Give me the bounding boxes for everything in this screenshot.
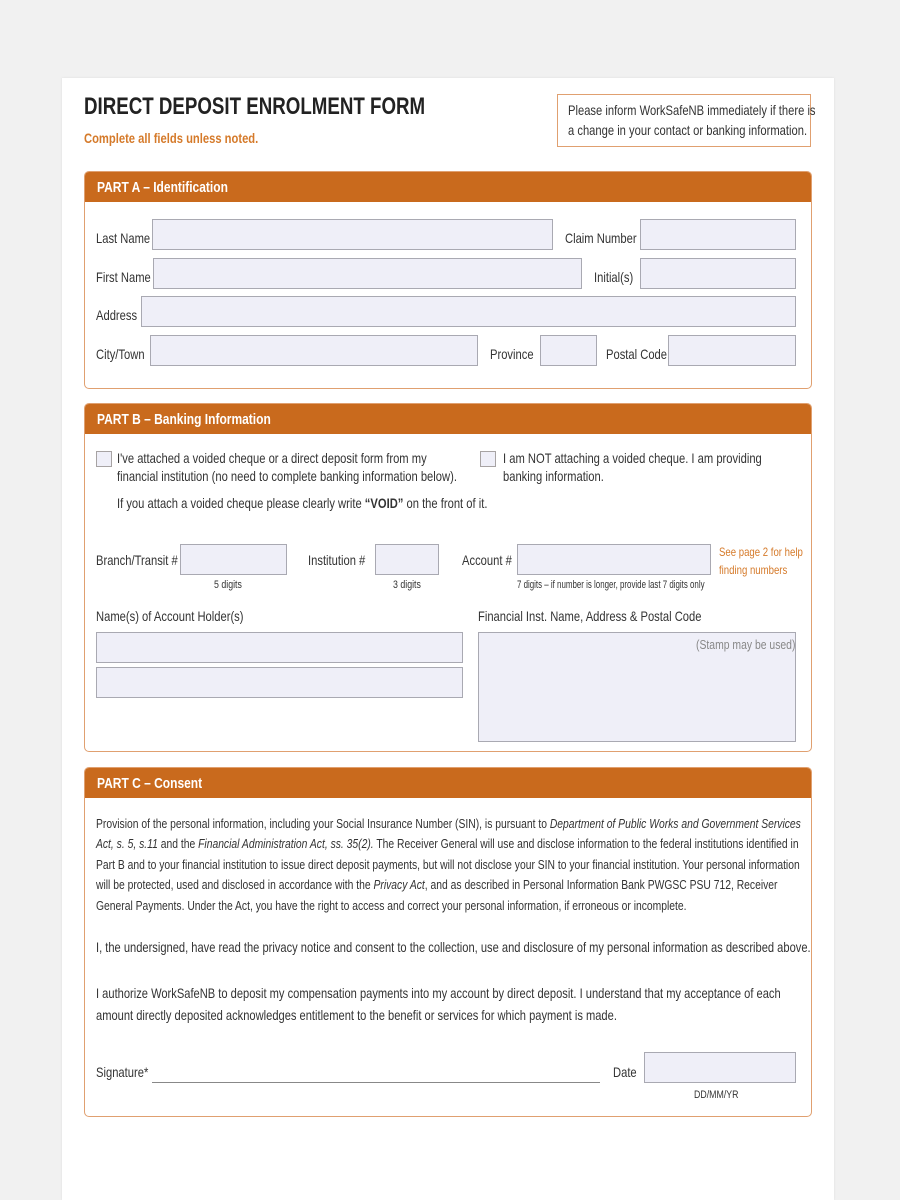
text: Provision of the personal information, including your Social Insurance Number (SIN), is pursuant to (96, 816, 550, 831)
help-link: finding numbers (719, 563, 788, 577)
stamp-note: (Stamp may be used) (696, 637, 796, 652)
first-name-label: First Name (96, 269, 151, 285)
text: , and as described in Personal Information Bank PWGSC PSU 712, Receiver General Payments. Under the Act, you have the right to access and correct your personal information, if erroneous or incomplete. (96, 877, 778, 913)
city-field[interactable] (150, 335, 478, 366)
branch-hint: 5 digits (214, 579, 242, 591)
initials-label: Initial(s) (594, 269, 634, 285)
option2-text: I am NOT attaching a voided cheque. I am providing (503, 450, 762, 466)
notice-line: a change in your contact or banking information. (568, 122, 808, 138)
address-label: Address (96, 307, 138, 323)
form-title: DIRECT DEPOSIT ENROLMENT FORM (84, 93, 426, 120)
claim-number-label: Claim Number (565, 230, 637, 246)
date-format-hint: DD/MM/YR (694, 1089, 739, 1101)
address-field[interactable] (141, 296, 796, 327)
city-label: City/Town (96, 346, 145, 362)
first-name-field[interactable] (153, 258, 582, 289)
branch-field[interactable] (180, 544, 287, 575)
fin-inst-label: Financial Inst. Name, Address & Postal Code (478, 608, 702, 624)
void-pre: If you attach a voided cheque please clearly write (117, 495, 365, 511)
signature-line[interactable] (152, 1082, 600, 1083)
voided-cheque-checkbox[interactable] (96, 451, 112, 467)
postal-code-label: Postal Code (606, 346, 668, 362)
initials-field[interactable] (640, 258, 796, 289)
void-instruction (117, 495, 487, 511)
option1-text: financial institution (no need to complete banking information below). (117, 468, 457, 484)
notice-line: Please inform WorkSafeNB immediately if there is (568, 102, 816, 118)
text: and the (157, 836, 199, 852)
text: Privacy Act (373, 877, 425, 893)
option1-text: I've attached a voided cheque or a direct deposit form from my (117, 450, 427, 466)
part-a-heading: PART A – Identification (97, 179, 228, 196)
part-b-heading: PART B – Banking Information (97, 411, 271, 428)
holders-label: Name(s) of Account Holder(s) (96, 608, 244, 624)
last-name-label: Last Name (96, 230, 151, 246)
province-label: Province (490, 346, 534, 362)
account-hint: 7 digits – if number is longer, provide last 7 digits only (517, 579, 705, 591)
void-post: on the front of it. (403, 495, 488, 511)
no-cheque-checkbox[interactable] (480, 451, 496, 467)
last-name-field[interactable] (152, 219, 553, 250)
part-c-header (85, 768, 811, 798)
option2-text: banking information. (503, 468, 604, 484)
institution-label: Institution # (308, 552, 366, 568)
help-link: See page 2 for help (719, 545, 803, 559)
form-subtitle: Complete all fields unless noted. (84, 130, 259, 146)
notice-box (557, 94, 816, 147)
part-a-header (85, 172, 811, 202)
claim-number-field[interactable] (640, 219, 796, 250)
text: Financial Administration Act, ss. 35(2). (198, 836, 374, 852)
signature-label: Signature* (96, 1064, 149, 1080)
consent-paragraph: I, the undersigned, have read the privacy notice and consent to the collection, use and disclosure of my personal information as described above. (96, 939, 811, 955)
authorize-paragraph: I authorize WorkSafeNB to deposit my compensation payments into my account by direct deposit. I understand that my acceptance of each amount directly deposited acknowledges entitlement to the benefit or services for which payment is made. (96, 985, 781, 1023)
privacy-paragraph (96, 814, 812, 916)
part-b-header (85, 404, 811, 434)
date-label: Date (613, 1064, 637, 1080)
institution-field[interactable] (375, 544, 439, 575)
postal-code-field[interactable] (668, 335, 796, 366)
account-field[interactable] (517, 544, 711, 575)
holder-name-field-1[interactable] (96, 632, 463, 663)
text: Department of Public Works and Government Services Act, s. 5, s.11 (96, 816, 801, 852)
branch-label: Branch/Transit # (96, 552, 178, 568)
void-word: “VOID” (364, 495, 404, 511)
text: The Receiver General will use and disclose information to the federal institutions identified in Part B and to your financial institution to issue direct deposit payments, but will not disclose your SIN to your financial institution. Your personal information will be protected, used and disclosed in accordance with the (96, 836, 800, 893)
province-field[interactable] (540, 335, 597, 366)
date-field[interactable] (644, 1052, 796, 1083)
institution-hint: 3 digits (393, 579, 421, 591)
account-label: Account # (462, 552, 512, 568)
holder-name-field-2[interactable] (96, 667, 463, 698)
part-c-heading: PART C – Consent (97, 775, 203, 792)
